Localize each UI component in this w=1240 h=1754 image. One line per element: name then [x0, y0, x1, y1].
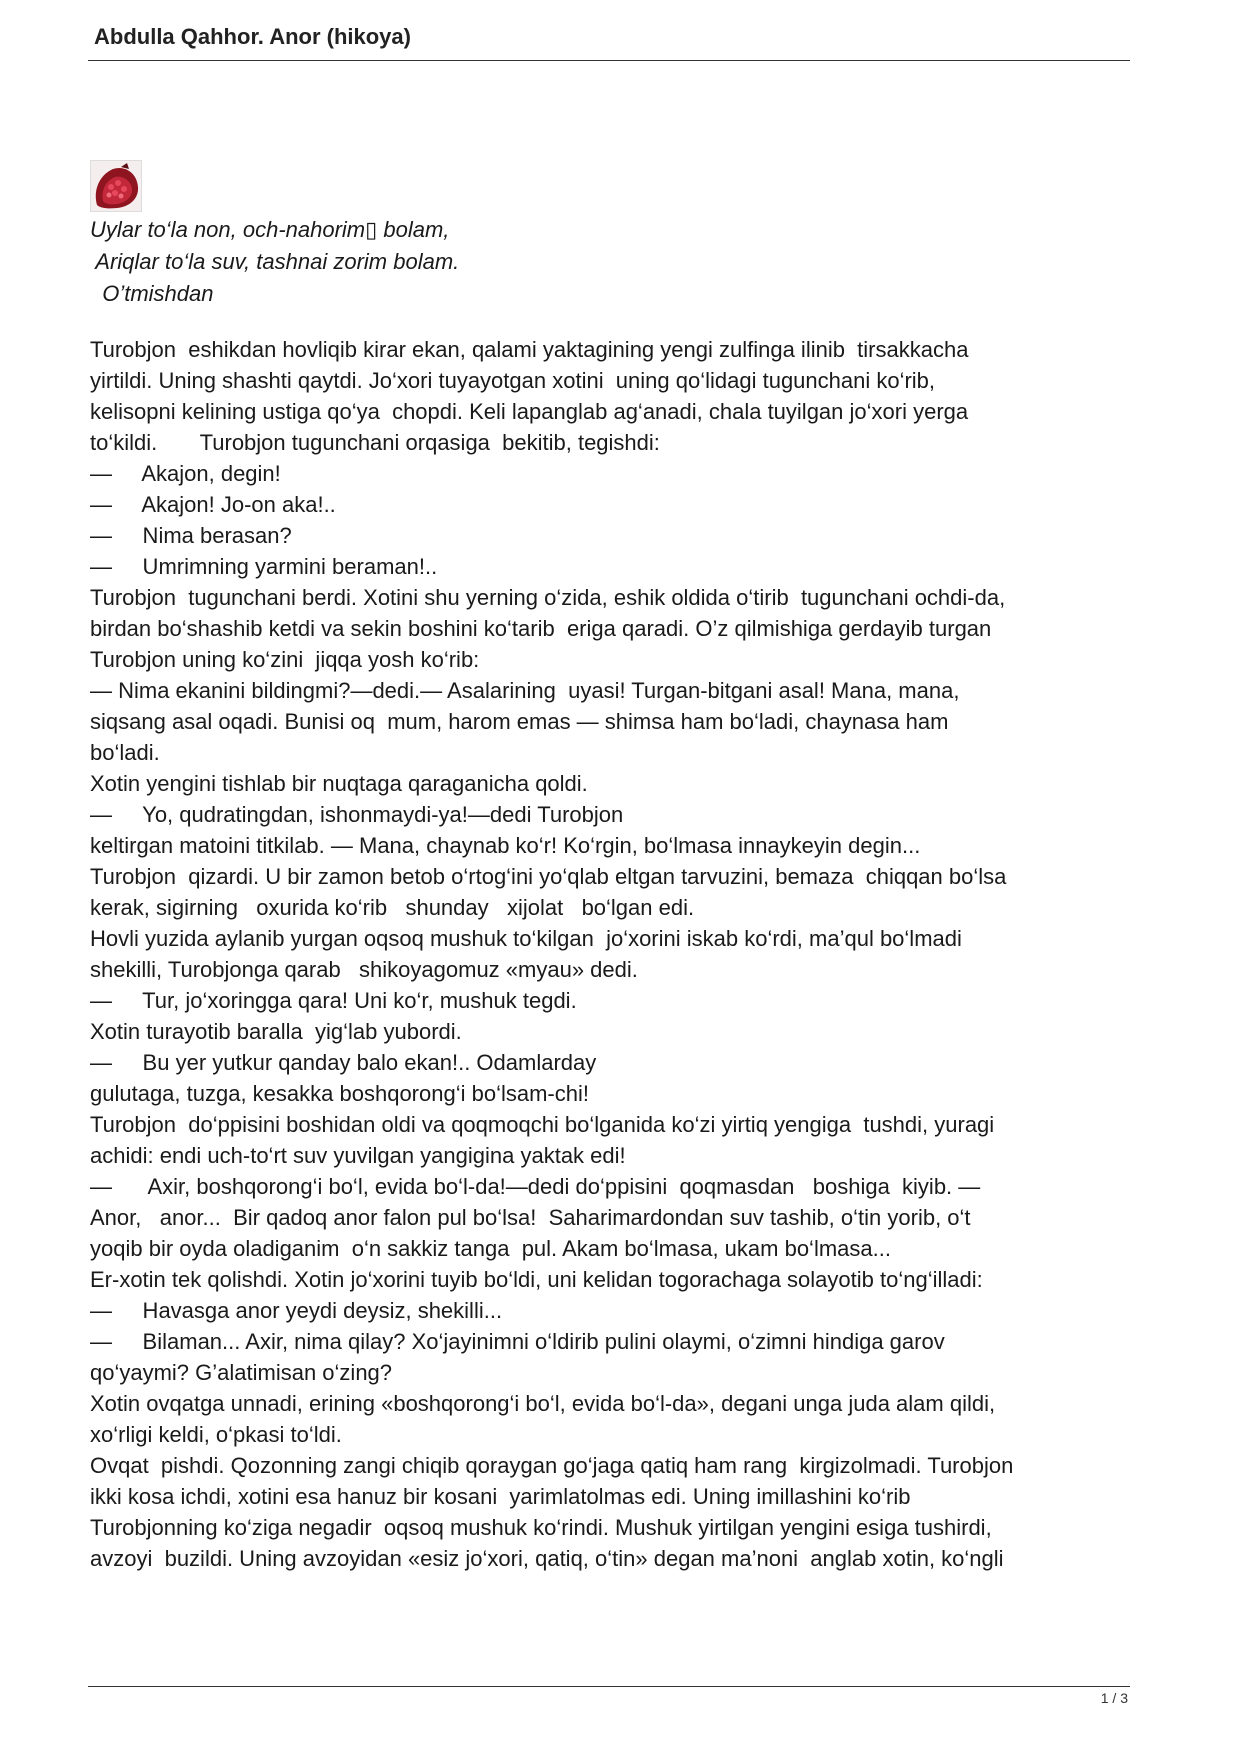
verse-line: Uylar to‘la non, och-nahorim▯ bolam,	[90, 217, 450, 242]
text-line: — Axir, boshqorong‘i bo‘l, evida bo‘l-da!—dedi do‘ppisini qoqmasdan boshiga kiyib. —	[90, 1174, 981, 1199]
text-line: keltirgan matoini titkilab. — Mana, chaynab ko‘r! Ko‘rgin, bo‘lmasa innaykeyin degin...	[90, 833, 921, 858]
text-line: gulutaga, tuzga, kesakka boshqorong‘i bo‘lsam-chi!	[90, 1081, 589, 1106]
document-header-title: Abdulla Qahhor. Anor (hikoya)	[94, 24, 411, 49]
header-divider	[88, 60, 1130, 61]
text-line: shekilli, Turobjonga qarab shikoyagomuz «myau» dedi.	[90, 957, 638, 982]
text-line: — Yo, qudratingdan, ishonmaydi-ya!—dedi Turobjon	[90, 802, 624, 827]
text-line: — Akajon! Jo-on aka!..	[90, 492, 336, 517]
text-line: kelisopni kelining ustiga qo‘ya chopdi. Keli lapanglab ag‘anadi, chala tuyilgan jo‘xori yerga	[90, 399, 969, 424]
text-line: Turobjon do‘ppisini boshidan oldi va qoqmoqchi bo‘lganida ko‘zi yirtiq yengiga tushdi, yuragi	[90, 1112, 995, 1137]
text-line: — Akajon, degin!	[90, 461, 281, 486]
text-line: avzoyi buzildi. Uning avzoyidan «esiz jo‘xori, qatiq, o‘tin» degan ma’noni anglab xotin, ko‘ngli	[90, 1546, 1004, 1571]
text-line: yoqib bir oyda oladiganim o‘n sakkiz tanga pul. Akam bo‘lmasa, ukam bo‘lmasa...	[90, 1236, 891, 1261]
text-line: Turobjon qizardi. U bir zamon betob o‘rtog‘ini yo‘qlab eltgan tarvuzini, bemaza chiqqan bo‘lsa	[90, 864, 1007, 889]
text-line: — Umrimning yarmini beraman!..	[90, 554, 438, 579]
text-line: achidi: endi uch-to‘rt suv yuvilgan yangigina yaktak edi!	[90, 1143, 626, 1168]
footer-divider	[88, 1686, 1130, 1687]
text-line: — Bu yer yutkur qanday balo ekan!.. Odamlarday	[90, 1050, 597, 1075]
story-body	[90, 334, 1130, 1574]
text-line: Turobjon eshikdan hovliqib kirar ekan, qalami yaktagining yengi zulfinga ilinib tirsakkacha	[90, 337, 969, 362]
text-line: Turobjon uning ko‘zini jiqqa yosh ko‘rib:	[90, 647, 480, 672]
text-line: — Nima berasan?	[90, 523, 292, 548]
verse-line: O’tmishdan	[90, 281, 214, 306]
text-line: — Nima ekanini bildingmi?—dedi.— Asalarining uyasi! Turgan-bitgani asal! Mana, mana,	[90, 678, 960, 703]
text-line: Ovqat pishdi. Qozonning zangi chiqib qoraygan go‘jaga qatiq ham rang kirgizolmadi. Turobjon	[90, 1453, 1014, 1478]
text-line: — Havasga anor yeydi deysiz, shekilli...	[90, 1298, 503, 1323]
epigraph-verse	[90, 214, 459, 310]
text-line: — Bilaman... Axir, nima qilay? Xo‘jayinimni o‘ldirib pulini olaymi, o‘zimni hindiga garov	[90, 1329, 945, 1354]
text-line: xo‘rligi keldi, o‘pkasi to‘ldi.	[90, 1422, 342, 1447]
page-number: 1 / 3	[1100, 1690, 1128, 1706]
text-line: Turobjon tugunchani berdi. Xotini shu yerning o‘zida, eshik oldida o‘tirib tugunchani ochdi-da,	[90, 585, 1006, 610]
text-line: Xotin turayotib baralla yig‘lab yubordi.	[90, 1019, 462, 1044]
pomegranate-image	[90, 160, 142, 212]
text-line: qo‘yaymi? G’alatimisan o‘zing?	[90, 1360, 393, 1385]
text-line: to‘kildi. Turobjon tugunchani orqasiga bekitib, tegishdi:	[90, 430, 660, 455]
text-line: — Tur, jo‘xoringga qara! Uni ko‘r, mushuk tegdi.	[90, 988, 577, 1013]
text-line: ikki kosa ichdi, xotini esa hanuz bir kosani yarimlatolmas edi. Uning imillashini ko‘rib	[90, 1484, 911, 1509]
text-line: Turobjonning ko‘ziga negadir oqsoq mushuk ko‘rindi. Mushuk yirtilgan yengini esiga tushirdi,	[90, 1515, 992, 1540]
text-line: Hovli yuzida aylanib yurgan oqsoq mushuk to‘kilgan jo‘xorini iskab ko‘rdi, ma’qul bo‘lmadi	[90, 926, 962, 951]
pomegranate-icon	[91, 161, 141, 211]
text-line: Xotin ovqatga unnadi, erining «boshqorong‘i bo‘l, evida bo‘l-da», degani unga juda alam qildi,	[90, 1391, 996, 1416]
text-line: Anor, anor... Bir qadoq anor falon pul bo‘lsa! Saharimardondan suv tashib, o‘tin yorib, o‘t	[90, 1205, 971, 1230]
verse-line: Ariqlar to‘la suv, tashnai zorim bolam.	[90, 249, 460, 274]
text-line: siqsang asal oqadi. Bunisi oq mum, harom emas — shimsa ham bo‘ladi, chaynasa ham	[90, 709, 949, 734]
text-line: kerak, sigirning oxurida ko‘rib shunday xijolat bo‘lgan edi.	[90, 895, 695, 920]
text-line: yirtildi. Uning shashti qaytdi. Jo‘xori tuyayotgan xotini uning qo‘lidagi tugunchani ko‘rib,	[90, 368, 936, 393]
text-line: birdan bo‘shashib ketdi va sekin boshini ko‘tarib eriga qaradi. O’z qilmishiga gerdayib turgan	[90, 616, 992, 641]
text-line: bo‘ladi.	[90, 740, 160, 765]
text-line: Xotin yengini tishlab bir nuqtaga qaraganicha qoldi.	[90, 771, 588, 796]
text-line: Er-xotin tek qolishdi. Xotin jo‘xorini tuyib bo‘ldi, uni kelidan togorachaga solayotib to‘ng‘illadi:	[90, 1267, 983, 1292]
